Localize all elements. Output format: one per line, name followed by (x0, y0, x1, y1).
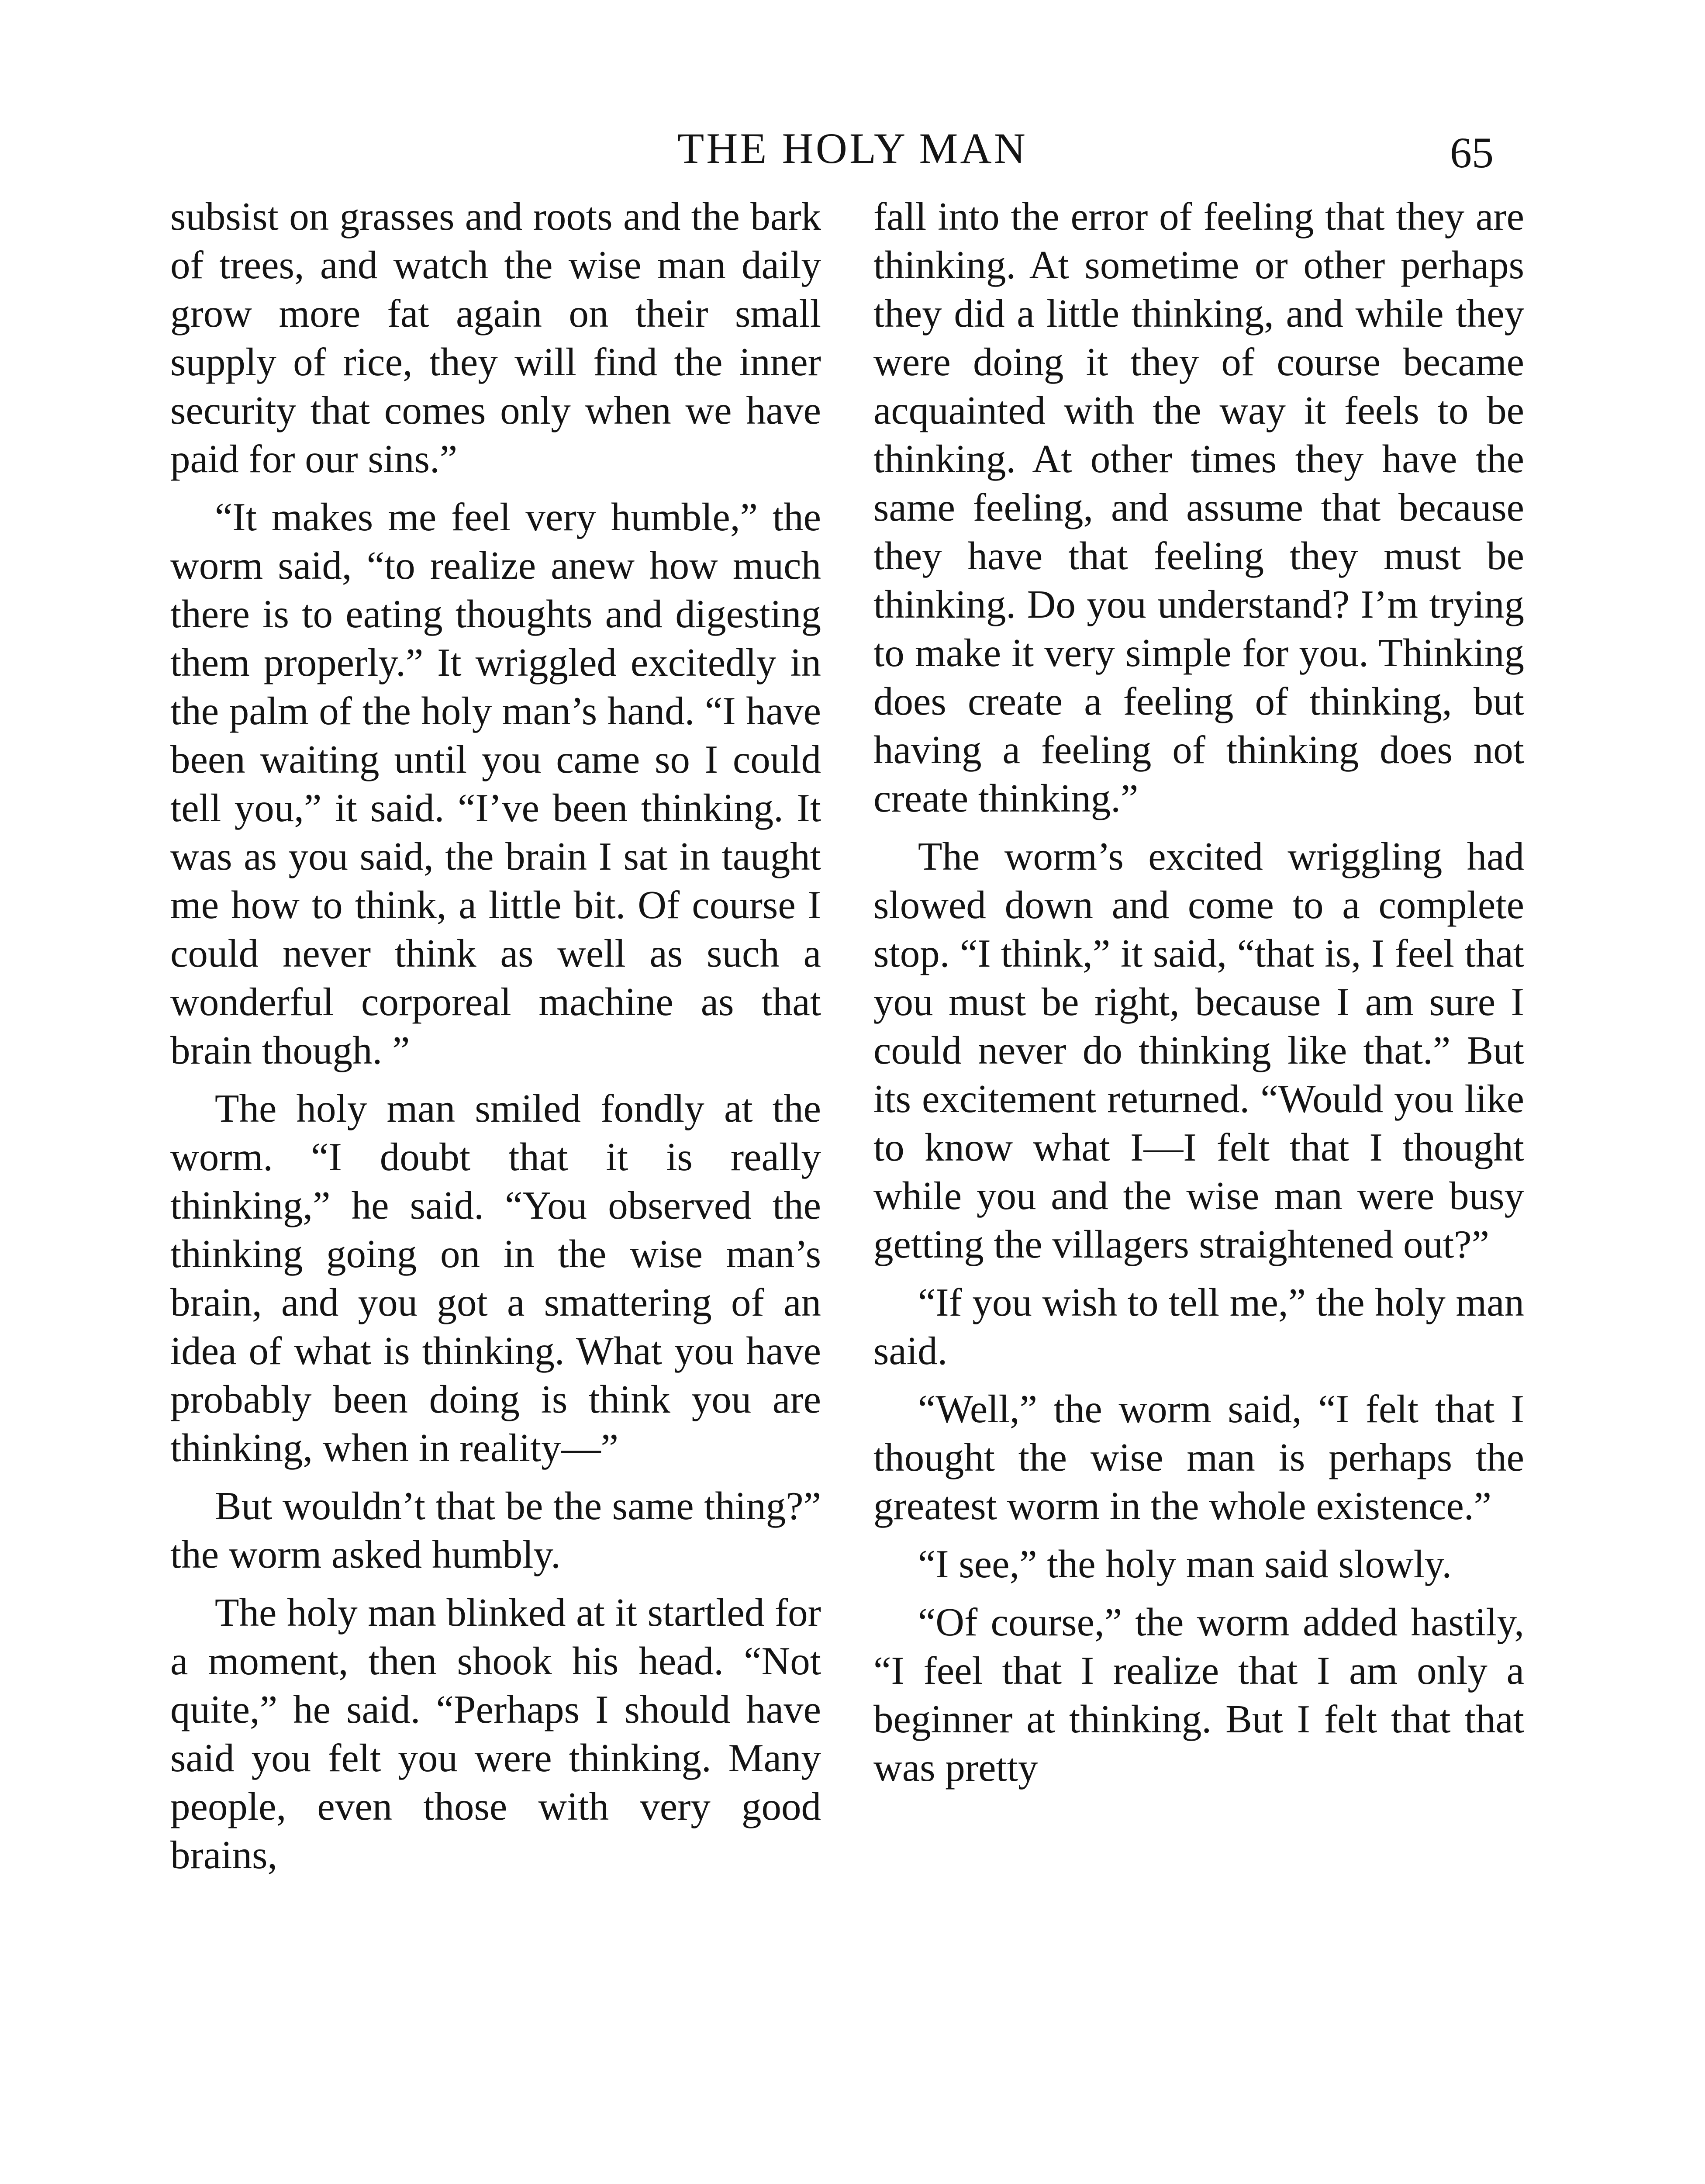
paragraph: “Of course,” the worm added hastily, “I feel that I realize that I am only a beginner at thinking. But I felt that that was pretty (873, 1600, 1524, 1790)
paragraph: “If you wish to tell me,” the holy man said. (873, 1280, 1524, 1373)
left-column (170, 192, 821, 1879)
paragraph: “I see,” the holy man said slowly. (918, 1542, 1452, 1586)
running-head: THE HOLY MAN (677, 124, 1028, 173)
paragraph: subsist on grasses and roots and the bark of trees, and watch the wise man daily grow more fat again on their small supply of rice, they will find the inner security that comes only when we have paid for our sins.” (170, 194, 821, 481)
page-number: 65 (1450, 128, 1494, 177)
paragraph: “Well,” the worm said, “I felt that I thought the wise man is perhaps the greatest worm in the whole existence.” (873, 1387, 1524, 1528)
paragraph: fall into the error of feeling that they are thinking. At sometime or other perhaps they did a little thinking, and while they were doing it they of course became acquainted with the way it feels to be thinking. At other times they have the same feeling, and assume that because they have that feeling they must be thinking. Do you understand? I’m trying to make it very simple for you. Thinking does create a feeling of thinking, but having a feeling of thinking does not create thinking.” (873, 194, 1524, 820)
right-column (873, 192, 1524, 1792)
paragraph: The worm’s excited wriggling had slowed down and come to a complete stop. “I think,” it said, “that is, I feel that you must be right, because I am sure I could never do thinking like that.” But its excitement returned. “Would you like to know what I—I felt that I thought while you and the wise man were busy getting the villagers straightened out?” (873, 834, 1524, 1266)
page-header (0, 118, 1705, 179)
paragraph: The holy man smiled fondly at the worm. “I doubt that it is really thinking,” he said. “You observed the thinking going on in the wise man’s brain, and you got a smattering of an idea of what is thinking. What you have probably been doing is think you are thinking, when in reality—” (170, 1086, 821, 1470)
paragraph: But wouldn’t that be the same thing?” the worm asked humbly. (170, 1484, 821, 1576)
paragraph: “It makes me feel very humble,” the worm said, “to realize anew how much there is to eating thoughts and digesting them properly.” It wriggled excitedly in the palm of the holy man’s hand. “I have been waiting until you came so I could tell you,” it said. “I’ve been thinking. It was as you said, the brain I sat in taught me how to think, a little bit. Of course I could never think as well as such a wonderful corporeal machine as that brain though. ” (170, 495, 821, 1072)
paragraph: The holy man blinked at it startled for a moment, then shook his head. “Not quite,” he said. “Perhaps I should have said you felt you were thinking. Many people, even those with very good brains, (170, 1590, 821, 1877)
